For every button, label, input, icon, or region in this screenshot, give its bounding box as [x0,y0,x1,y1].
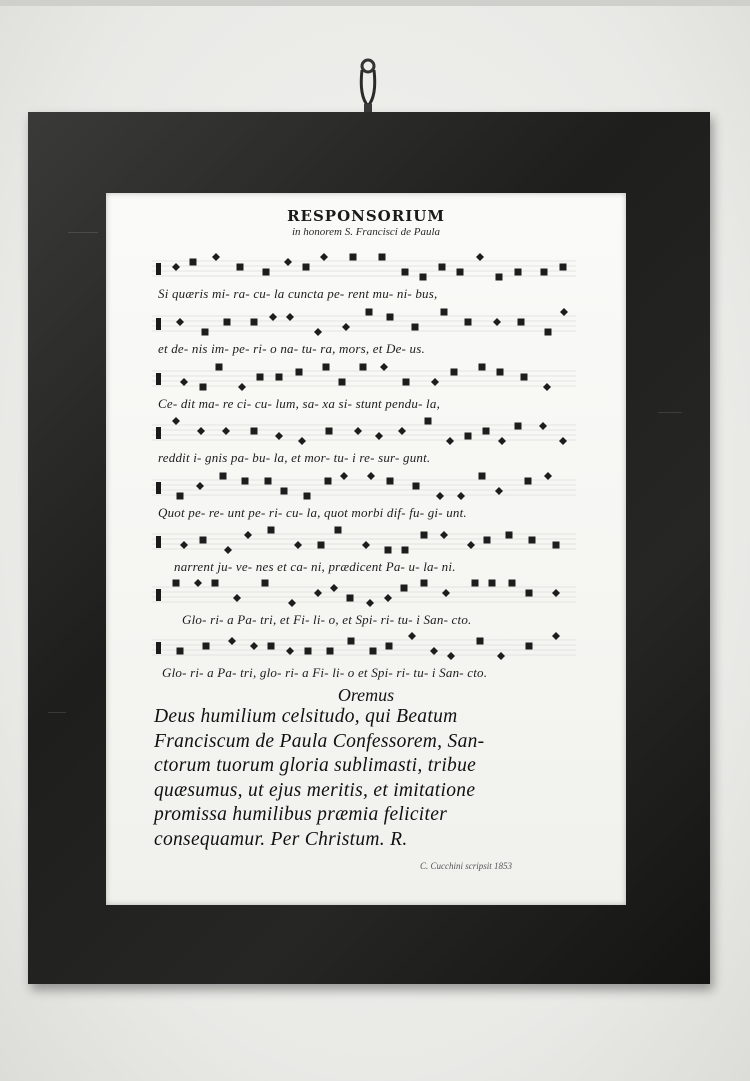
square-neume [202,329,209,336]
lyric-line-6: narrent ju- ve- nes et ca- ni, prædicent Pa- u- la- ni. [174,559,456,574]
square-neume [521,374,528,381]
square-neume [497,369,504,376]
diamond-neume [384,594,392,602]
diamond-neume [367,472,375,480]
chant-staff [152,527,576,555]
square-neume [412,324,419,331]
square-neume [347,595,354,602]
prayer-line: quæsumus, ut ejus meritis, et imitatione [154,779,476,801]
square-neume [451,369,458,376]
diamond-neume [172,263,180,271]
clef [156,589,161,601]
square-neume [529,537,536,544]
square-neume [296,369,303,376]
diamond-neume [493,318,501,326]
diamond-neume [430,647,438,655]
square-neume [515,423,522,430]
diamond-neume [457,492,465,500]
clef [156,482,161,494]
wall-edge [0,0,750,6]
frame-scratch [48,712,66,713]
diamond-neume [298,437,306,445]
diamond-neume [366,599,374,607]
diamond-neume [269,313,277,321]
diamond-neume [233,594,241,602]
square-neume [425,418,432,425]
square-neume [421,580,428,587]
frame-scratch [68,232,98,233]
diamond-neume [284,258,292,266]
diamond-neume [340,472,348,480]
diamond-neume [244,531,252,539]
square-neume [553,542,560,549]
square-neume [489,580,496,587]
square-neume [465,319,472,326]
square-neume [515,269,522,276]
manuscript-title: RESPONSORIUM [287,207,445,225]
diamond-neume [408,632,416,640]
diamond-neume [238,383,246,391]
square-neume [327,648,334,655]
square-neume [173,580,180,587]
diamond-neume [196,482,204,490]
square-neume [265,478,272,485]
square-neume [370,648,377,655]
diamond-neume [497,652,505,660]
square-neume [560,264,567,271]
square-neume [479,364,486,371]
square-neume [263,269,270,276]
square-neume [325,478,332,485]
diamond-neume [544,472,552,480]
diamond-neume [467,541,475,549]
chant-staff [152,417,576,445]
square-neume [200,537,207,544]
square-neume [366,309,373,316]
clef [156,263,161,275]
diamond-neume [222,427,230,435]
clef [156,427,161,439]
square-neume [541,269,548,276]
oremus-heading: Oremus [337,685,395,705]
hanging-hook [355,56,381,114]
diamond-neume [559,437,567,445]
diamond-neume [354,427,362,435]
chant-staff [152,253,576,281]
diamond-neume [275,432,283,440]
square-neume [484,537,491,544]
square-neume [251,319,258,326]
square-neume [401,585,408,592]
square-neume [479,473,486,480]
diamond-neume [228,637,236,645]
clef [156,318,161,330]
lyric-line-7: Glo- ri- a Pa- tri, et Fi- li- o, et Spi- ri- tu- i San- cto. [182,612,472,627]
square-neume [402,547,409,554]
diamond-neume [552,632,560,640]
square-neume [177,493,184,500]
manuscript-subtitle: in honorem S. Francisci de Paula [291,226,441,238]
square-neume [177,648,184,655]
lyric-line-5: Quot pe- re- unt pe- ri- cu- la, quot morbi dif- fu- gi- unt. [158,505,467,520]
square-neume [268,643,275,650]
diamond-neume [288,599,296,607]
square-neume [472,580,479,587]
square-neume [379,254,386,261]
chant-staff [152,579,576,607]
square-neume [385,547,392,554]
square-neume [200,384,207,391]
diamond-neume [362,541,370,549]
diamond-neume [552,589,560,597]
diamond-neume [314,589,322,597]
clef [156,373,161,385]
clef [156,536,161,548]
diamond-neume [194,579,202,587]
square-neume [281,488,288,495]
prayer-line: Deus humilium celsitudo, qui Beatum [154,706,458,727]
square-neume [203,643,210,650]
diamond-neume [294,541,302,549]
diamond-neume [286,647,294,655]
diamond-neume [286,313,294,321]
lyric-line-4: reddit i- gnis pa- bu- la, et mor- tu- i re- sur- gunt. [158,450,431,465]
diamond-neume [320,253,328,261]
square-neume [525,478,532,485]
diamond-neume [431,378,439,386]
square-neume [348,638,355,645]
square-neume [212,580,219,587]
square-neume [318,542,325,549]
frame-scratch [658,412,682,413]
square-neume [526,590,533,597]
square-neume [237,264,244,271]
square-neume [220,473,227,480]
square-neume [457,269,464,276]
diamond-neume [539,422,547,430]
diamond-neume [342,323,350,331]
diamond-neume [498,437,506,445]
square-neume [323,364,330,371]
square-neume [350,254,357,261]
diamond-neume [375,432,383,440]
prayer-line: ctorum tuorum gloria sublimasti, tribue [154,755,477,777]
square-neume [483,428,490,435]
square-neume [386,643,393,650]
lyric-line-8: Glo- ri- a Pa- tri, glo- ri- a Fi- li- o et Spi- ri- tu- i San- cto. [162,665,488,680]
square-neume [465,433,472,440]
square-neume [339,379,346,386]
square-neume [216,364,223,371]
lyric-line-3: Ce- dit ma- re ci- cu- lum, sa- xa si- stunt pendu- la, [158,396,441,411]
diamond-neume [330,584,338,592]
prayer-line: Franciscum de Paula Confessorem, San- [154,730,485,752]
square-neume [509,580,516,587]
diamond-neume [224,546,232,554]
square-neume [387,478,394,485]
diamond-neume [476,253,484,261]
square-neume [506,532,513,539]
square-neume [242,478,249,485]
diamond-neume [543,383,551,391]
diamond-neume [212,253,220,261]
diamond-neume [180,378,188,386]
clef [156,642,161,654]
diamond-neume [436,492,444,500]
square-neume [360,364,367,371]
square-neume [477,638,484,645]
diamond-neume [250,642,258,650]
diamond-neume [180,541,188,549]
diamond-neume [447,652,455,660]
prayer-line: promissa humilibus præmia feliciter [154,804,448,826]
square-neume [545,329,552,336]
chant-staff [152,363,576,391]
square-neume [276,374,283,381]
square-neume [420,274,427,281]
chant-staff [152,308,576,336]
lyric-line-2: et de- nis im- pe- ri- o na- tu- ra, mors, et De- us. [158,341,425,356]
square-neume [421,532,428,539]
square-neume [251,428,258,435]
diamond-neume [560,308,568,316]
diamond-neume [176,318,184,326]
square-neume [387,314,394,321]
square-neume [224,319,231,326]
square-neume [441,309,448,316]
chant-staff [152,472,576,500]
square-neume [262,580,269,587]
scribe-signature: C. Cucchini scripsit 1853 [420,861,512,871]
diamond-neume [495,487,503,495]
square-neume [439,264,446,271]
square-neume [413,483,420,490]
diamond-neume [440,531,448,539]
manuscript-sheet [106,193,626,905]
diamond-neume [446,437,454,445]
lyric-line-1: Si quæris mi- ra- cu- la cuncta pe- rent mu- ni- bus, [158,286,438,301]
prayer-line: consequamur. Per Christum. R. [154,828,408,850]
square-neume [304,493,311,500]
square-neume [257,374,264,381]
square-neume [305,648,312,655]
diamond-neume [314,328,322,336]
diamond-neume [442,589,450,597]
square-neume [496,274,503,281]
square-neume [526,643,533,650]
chant-staff [152,632,576,660]
square-neume [268,527,275,534]
square-neume [326,428,333,435]
diamond-neume [172,417,180,425]
diamond-neume [197,427,205,435]
diamond-neume [380,363,388,371]
square-neume [518,319,525,326]
square-neume [190,259,197,266]
prayer-text [154,705,594,853]
square-neume [402,269,409,276]
diamond-neume [398,427,406,435]
square-neume [335,527,342,534]
square-neume [303,264,310,271]
square-neume [403,379,410,386]
